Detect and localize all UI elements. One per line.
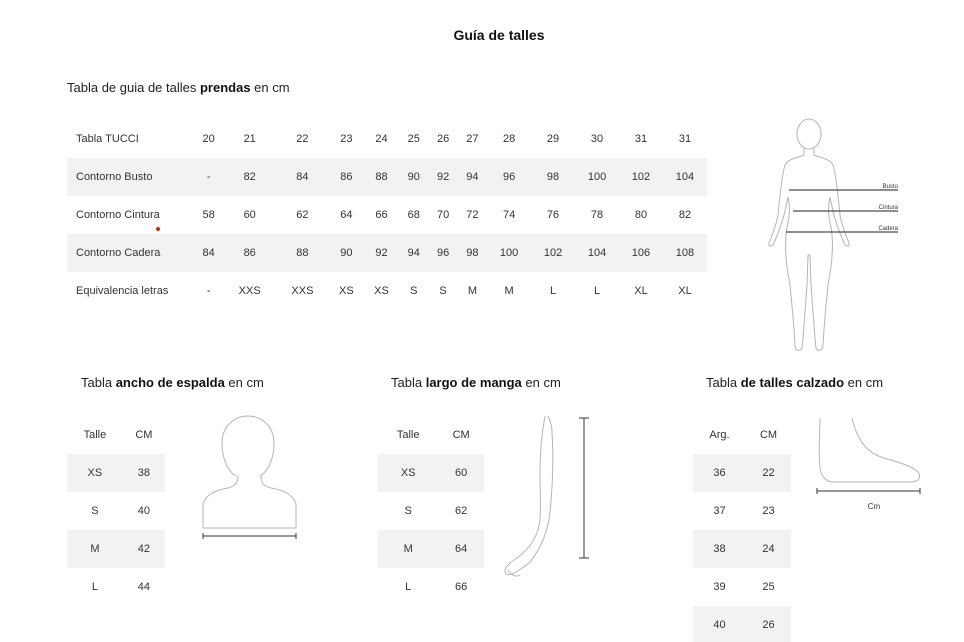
table-cell: 42 bbox=[123, 530, 165, 568]
table-cell: 23 bbox=[340, 133, 353, 145]
table-row bbox=[67, 196, 707, 234]
table-cell: 29 bbox=[546, 133, 560, 145]
table-cell: 74 bbox=[502, 209, 516, 221]
espalda-heading-post: en cm bbox=[224, 375, 264, 390]
table-cell: 26 bbox=[436, 133, 450, 145]
table-cell: M bbox=[504, 285, 514, 297]
table-cell: 66 bbox=[455, 581, 468, 593]
table-cell: 100 bbox=[487, 234, 531, 272]
table-cell: XL bbox=[678, 285, 692, 297]
table-row bbox=[67, 568, 165, 606]
row-label: Equivalencia letras bbox=[76, 285, 169, 297]
red-dot-marker bbox=[156, 227, 160, 231]
table-cell: S bbox=[439, 285, 447, 297]
table-cell: M bbox=[467, 285, 478, 297]
table-cell: L bbox=[405, 581, 412, 593]
table-header-row bbox=[67, 416, 165, 454]
manga-heading-bold: largo de manga bbox=[425, 375, 522, 390]
prendas-heading-pre: Tabla de guia de talles bbox=[67, 80, 200, 95]
table-cell: 22 bbox=[746, 454, 791, 492]
manga-heading-pre: Tabla bbox=[391, 375, 426, 390]
table-cell: 88 bbox=[276, 234, 329, 272]
table-cell: 104 bbox=[575, 234, 619, 272]
table-cell: S bbox=[91, 505, 99, 517]
table-cell: 27 bbox=[466, 133, 479, 145]
table-row bbox=[378, 568, 484, 606]
table-cell: 70 bbox=[436, 209, 450, 221]
table-cell: 78 bbox=[590, 209, 604, 221]
table-cell: XS bbox=[339, 285, 354, 297]
figure-label-cintura: Cintura bbox=[878, 205, 898, 211]
table-row bbox=[693, 530, 791, 568]
calzado-heading-bold: de talles calzado bbox=[740, 375, 845, 390]
table-cell: 28 bbox=[502, 133, 516, 145]
table-cell: 22 bbox=[296, 133, 309, 145]
table-cell: 60 bbox=[243, 209, 256, 221]
calzado-size-table bbox=[693, 416, 791, 642]
table-cell: L bbox=[593, 285, 601, 297]
figure-label-busto: Busto bbox=[882, 184, 898, 190]
table-cell: 100 bbox=[575, 158, 619, 196]
body-outline-icon bbox=[760, 115, 910, 357]
table-cell: 21 bbox=[243, 133, 256, 145]
table-cell: XXS bbox=[291, 285, 314, 297]
table-cell: L bbox=[549, 285, 557, 297]
table-cell: 40 bbox=[137, 505, 151, 517]
table-row bbox=[67, 120, 707, 158]
table-cell: XXS bbox=[238, 285, 261, 297]
table-cell: 98 bbox=[458, 234, 487, 272]
row-label: Tabla TUCCI bbox=[76, 133, 139, 145]
table-cell: XS bbox=[67, 454, 123, 492]
table-cell: 88 bbox=[364, 158, 399, 196]
table-row bbox=[67, 234, 707, 272]
table-cell: S bbox=[404, 505, 412, 517]
espalda-size-table bbox=[67, 416, 165, 606]
table-cell: 108 bbox=[663, 234, 707, 272]
table-row bbox=[378, 454, 484, 492]
calzado-heading-post: en cm bbox=[844, 375, 884, 390]
table-row bbox=[67, 454, 165, 492]
table-cell: 102 bbox=[619, 158, 663, 196]
foot-outline-icon bbox=[812, 414, 924, 514]
page-title: Guía de talles bbox=[453, 27, 545, 43]
figure-label-cadera: Cadera bbox=[878, 226, 898, 232]
table-row bbox=[378, 492, 484, 530]
table-row bbox=[693, 454, 791, 492]
table-cell: 60 bbox=[438, 454, 484, 492]
table-cell: 64 bbox=[340, 209, 353, 221]
calzado-heading bbox=[706, 375, 883, 390]
table-cell: 38 bbox=[693, 530, 746, 568]
table-cell: M bbox=[378, 530, 438, 568]
table-cell: 23 bbox=[762, 505, 775, 517]
row-label: Contorno Cadera bbox=[67, 234, 194, 272]
table-cell: 30 bbox=[590, 133, 604, 145]
table-cell: XL bbox=[634, 285, 648, 297]
table-cell: 38 bbox=[123, 454, 165, 492]
table-cell: 94 bbox=[458, 158, 487, 196]
table-cell: 102 bbox=[531, 234, 575, 272]
table-cell: - bbox=[206, 285, 211, 297]
table-row bbox=[67, 492, 165, 530]
table-cell: L bbox=[91, 581, 98, 593]
table-cell: 90 bbox=[399, 158, 428, 196]
table-cell: 96 bbox=[487, 158, 531, 196]
arm-figure bbox=[500, 412, 592, 587]
table-cell: 68 bbox=[407, 209, 420, 221]
table-cell: 104 bbox=[663, 158, 707, 196]
table-header-row bbox=[378, 416, 484, 454]
table-cell: 36 bbox=[693, 454, 746, 492]
table-cell: 80 bbox=[634, 209, 648, 221]
table-cell: 20 bbox=[202, 133, 215, 145]
table-cell: 86 bbox=[329, 158, 364, 196]
column-header: CM bbox=[759, 429, 778, 441]
table-cell: - bbox=[194, 158, 223, 196]
espalda-heading-pre: Tabla bbox=[81, 375, 116, 390]
foot-length-label: Cm bbox=[867, 502, 881, 511]
arm-outline-icon bbox=[500, 412, 592, 582]
column-header: Talle bbox=[83, 429, 107, 441]
row-label: Contorno Cintura bbox=[76, 209, 160, 221]
table-cell: 58 bbox=[202, 209, 215, 221]
table-cell: 86 bbox=[223, 234, 276, 272]
table-cell: 31 bbox=[678, 133, 692, 145]
prendas-heading-bold: prendas bbox=[199, 80, 251, 95]
table-cell: 106 bbox=[619, 234, 663, 272]
column-header: CM bbox=[135, 429, 153, 441]
manga-heading-post: en cm bbox=[521, 375, 561, 390]
table-row bbox=[67, 158, 707, 196]
shoulders-outline-icon bbox=[198, 414, 302, 540]
column-header: CM bbox=[452, 429, 470, 441]
table-cell: 82 bbox=[678, 209, 692, 221]
table-row bbox=[693, 606, 791, 642]
table-cell: 62 bbox=[455, 505, 468, 517]
table-cell: 62 bbox=[296, 209, 309, 221]
prendas-heading bbox=[67, 80, 290, 95]
column-header: Talle bbox=[396, 429, 420, 441]
table-row bbox=[378, 530, 484, 568]
table-cell: 84 bbox=[276, 158, 329, 196]
table-cell: XS bbox=[378, 454, 438, 492]
manga-size-table bbox=[378, 416, 484, 606]
foot-figure bbox=[812, 414, 924, 519]
table-cell: 24 bbox=[375, 133, 388, 145]
table-row bbox=[67, 272, 707, 310]
table-cell: 84 bbox=[194, 234, 223, 272]
table-cell: 82 bbox=[223, 158, 276, 196]
table-cell: 94 bbox=[399, 234, 428, 272]
espalda-heading bbox=[81, 375, 264, 390]
espalda-heading-bold: ancho de espalda bbox=[115, 375, 225, 390]
table-cell: 44 bbox=[137, 581, 151, 593]
table-cell: XS bbox=[374, 285, 389, 297]
table-cell: 40 bbox=[693, 606, 746, 642]
table-cell: 31 bbox=[634, 133, 648, 145]
table-cell: 92 bbox=[428, 158, 457, 196]
shoulders-figure bbox=[198, 414, 302, 545]
manga-heading bbox=[391, 375, 561, 390]
table-row bbox=[693, 568, 791, 606]
table-cell: S bbox=[410, 285, 418, 297]
row-label: Contorno Busto bbox=[67, 158, 194, 196]
table-row bbox=[67, 530, 165, 568]
table-cell: 26 bbox=[746, 606, 791, 642]
table-cell: M bbox=[67, 530, 123, 568]
table-cell: 25 bbox=[407, 133, 420, 145]
table-cell: 66 bbox=[375, 209, 388, 221]
table-cell: 90 bbox=[329, 234, 364, 272]
table-header-row bbox=[693, 416, 791, 454]
table-cell: 72 bbox=[466, 209, 479, 221]
table-cell: 76 bbox=[546, 209, 560, 221]
table-row bbox=[693, 492, 791, 530]
table-cell: 37 bbox=[713, 505, 726, 517]
table-cell: 64 bbox=[438, 530, 484, 568]
table-cell: 92 bbox=[364, 234, 399, 272]
table-cell: 39 bbox=[713, 581, 726, 593]
column-header: Arg. bbox=[709, 429, 730, 441]
prendas-size-table bbox=[67, 120, 707, 310]
table-cell: 96 bbox=[428, 234, 457, 272]
table-cell: 24 bbox=[746, 530, 791, 568]
prendas-heading-post: en cm bbox=[250, 80, 290, 95]
body-measurement-figure bbox=[760, 115, 910, 362]
table-cell: 25 bbox=[762, 581, 775, 593]
table-cell: 98 bbox=[531, 158, 575, 196]
calzado-heading-pre: Tabla bbox=[706, 375, 741, 390]
